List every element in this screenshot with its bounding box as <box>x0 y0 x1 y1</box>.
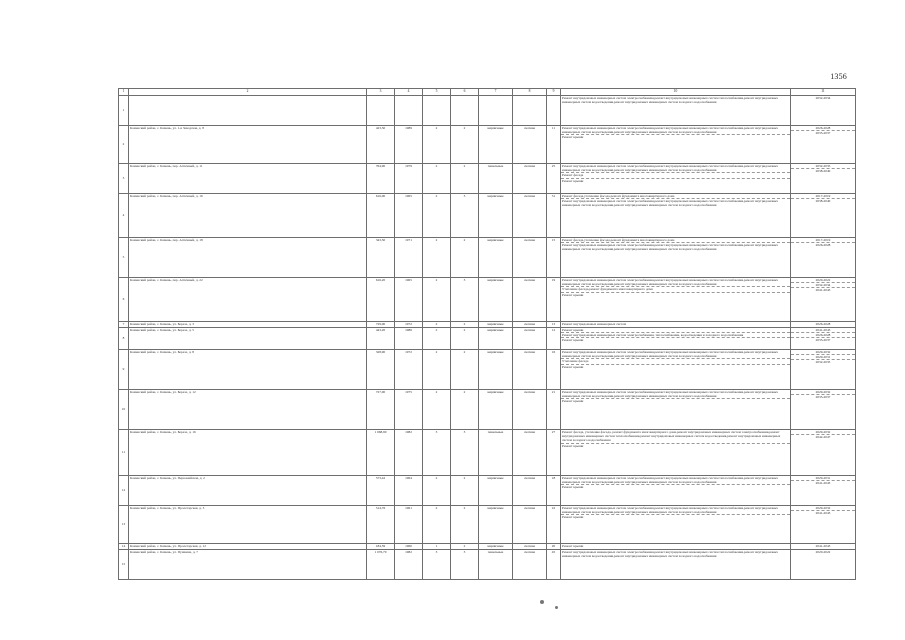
work-item: Ремонт крыши <box>562 292 584 297</box>
cell-entrances: 2 <box>451 322 479 328</box>
cell-year: 1986 <box>395 328 423 350</box>
year-item: 2041-2043 <box>815 511 831 516</box>
cell-year: 1979 <box>395 164 423 194</box>
cell-area: 764,90 <box>367 164 395 194</box>
year-item: 2035-2037 <box>815 131 831 136</box>
cell-area: 514,76 <box>367 506 395 544</box>
cell-roof: скатная <box>513 328 547 350</box>
cell-years <box>791 164 856 194</box>
work-item: Ремонт крыши <box>562 364 584 369</box>
work-item: Ремонт внутридомовых инженерных систем <box>562 322 627 326</box>
cell-roof: скатная <box>513 544 547 550</box>
cell-years <box>791 350 856 390</box>
cell-year: 1965 <box>395 278 423 322</box>
cell-years <box>791 430 856 476</box>
cell-entrances: 2 <box>451 126 479 164</box>
cell-roof: скатная <box>513 350 547 390</box>
year-item: 2026-2028 <box>815 322 831 326</box>
table-row <box>119 194 856 238</box>
cell-wall: панельные <box>479 430 513 476</box>
cell-apts: 25 <box>547 164 561 194</box>
cell-no: 11 <box>119 430 129 476</box>
cell-no: 3 <box>119 164 129 194</box>
cell-area: 343,50 <box>367 238 395 278</box>
cell-apts: 15 <box>547 238 561 278</box>
cell-works <box>561 278 791 322</box>
cell-years <box>791 278 856 322</box>
cell-apts: 45 <box>547 550 561 580</box>
cell-works <box>561 430 791 476</box>
cell-apts: 18 <box>547 476 561 506</box>
header-cell: 2 <box>129 89 367 96</box>
cell-works <box>561 328 791 350</box>
cell-entrances: 2 <box>451 544 479 550</box>
year-item: 2042-2047 <box>815 435 831 440</box>
cell-entrances: 2 <box>451 390 479 430</box>
work-item: Утепление фасада <box>561 359 790 364</box>
cell-address: Каменский район, с. Камень, ул. Пушкина, д. 7 <box>129 550 367 580</box>
header-cell: 4 <box>395 89 423 96</box>
year-item: 2032-2035 <box>791 164 855 169</box>
cell-no: 4 <box>119 194 129 238</box>
work-item: Ремонт внутридомовых инженерных систем электроснабжения,ремонт внутридомовых инженерных систем теплоснабжения,ремонт внутридомовых инженерных систем водоотведения,ремонт внутридомовых инженерных систем холодного водоснабжения <box>562 96 778 105</box>
work-item: Ремонт внутридомовых инженерных систем электроснабжения,ремонт внутридомовых инженерных систем теплоснабжения,ремонт внутридомовых инженерных систем водоотведения,ремонт внутридомовых инженерных систем холодного водоснабжения <box>561 350 790 359</box>
work-item: Ремонт внутридомовых инженерных систем электроснабжения, теплоснабжения, водоотведения и холодного водоснабжения <box>561 333 790 338</box>
cell-apts: 27 <box>547 430 561 476</box>
header-cell: 6 <box>451 89 479 96</box>
table-row <box>119 476 856 506</box>
year-item: 2041-2043 <box>815 288 831 293</box>
header-cell: 8 <box>513 89 547 96</box>
table-row <box>119 278 856 322</box>
cell-year: 1972 <box>395 350 423 390</box>
cell-year: 1965 <box>395 194 423 238</box>
year-item: 2035-2037 <box>815 395 831 400</box>
cell-area: 1 076,70 <box>367 550 395 580</box>
year-item: 2038-2040 <box>815 169 831 174</box>
cell-years <box>791 194 856 238</box>
cell-address: Каменский район, с. Камень, ул. Береза, д. 12 <box>129 390 367 430</box>
table-row <box>119 238 856 278</box>
cell-floors: 1 <box>423 544 451 550</box>
cell-year: 1972 <box>395 322 423 328</box>
cell-address: Каменский район, с. Камень, пер. Аптечный, д. 16 <box>129 194 367 238</box>
cell-floors: 2 <box>423 322 451 328</box>
year-item: 2041-2043 <box>815 481 831 486</box>
cell-wall: панельные <box>479 164 513 194</box>
work-item: Ремонт крыши <box>562 443 584 448</box>
year-item: 2017-2019 <box>791 194 855 199</box>
cell-wall: кирпичные <box>479 390 513 430</box>
cell-works <box>561 550 791 580</box>
work-item: Ремонт крыши <box>562 485 584 490</box>
cell-no: 7 <box>119 322 129 328</box>
table-row <box>119 350 856 390</box>
cell-years <box>791 126 856 164</box>
work-item: Ремонт внутридомовых инженерных систем электроснабжения,ремонт внутридомовых инженерных систем теплоснабжения,ремонт внутридомовых инженерных систем водоотведения,ремонт внутридомовых инженерных систем холодного водоснабжения <box>562 199 778 208</box>
header-cell: 9 <box>547 89 561 96</box>
work-item: Ремонт крыши <box>561 328 790 333</box>
work-item: Ремонт внутридомовых инженерных систем электроснабжения,ремонт внутридомовых инженерных систем теплоснабжения,ремонт внутридомовых инженерных систем водоотведения,ремонт внутридомовых инженерных систем холодного водоснабжения <box>562 550 778 559</box>
cell-no: 15 <box>119 550 129 580</box>
header-cell: 3 <box>367 89 395 96</box>
cell-address: Каменский район, с. Камень, пер. Аптечный, д. 22 <box>129 278 367 322</box>
cell-wall: кирпичные <box>479 278 513 322</box>
cell-floors: 2 <box>423 278 451 322</box>
table-row <box>119 550 856 580</box>
cell-works <box>561 96 791 126</box>
cell-no: 12 <box>119 476 129 506</box>
cell-wall: кирпичные <box>479 544 513 550</box>
cell-floors: 3 <box>423 550 451 580</box>
cell-roof: скатная <box>513 322 547 328</box>
cell-works <box>561 390 791 430</box>
work-item: Ремонт фасада, утепление фасада, ремонт фундамента многоквартирного дома,ремонт внутридомовых инженерных систем электроснабжения,ремонт внутридомовых инженерных систем теплоснабжения,ремонт внутридомовых инженерных систем водоотведения,ремонт внутридомовых инженерных систем холодного водоснабжения <box>561 430 790 444</box>
cell-apts: 19 <box>547 278 561 322</box>
cell-year: 1982 <box>395 430 423 476</box>
cell-entrances: 2 <box>451 506 479 544</box>
cell-entrances: 3 <box>451 278 479 322</box>
cell-roof: скатная <box>513 506 547 544</box>
cell-area: 616,00 <box>367 194 395 238</box>
work-item: Утепление фасада,ремонт фундамента многоквартирного дома <box>561 287 790 292</box>
cell-apts: 12 <box>547 328 561 350</box>
cell-wall: кирпичные <box>479 194 513 238</box>
cell-apts <box>547 96 561 126</box>
cell-years <box>791 96 856 126</box>
cell-year: 1975 <box>395 390 423 430</box>
table-row <box>119 126 856 164</box>
year-item: 2035-2037 <box>815 338 831 343</box>
cell-wall: кирпичные <box>479 238 513 278</box>
year-item: 2017-2019 <box>791 238 855 243</box>
cell-roof: скатная <box>513 238 547 278</box>
year-item: 2026-2028 <box>791 333 855 338</box>
cell-area: 184,59 <box>367 544 395 550</box>
cell-roof: скатная <box>513 390 547 430</box>
cell-floors: 2 <box>423 194 451 238</box>
year-item: 2041-2043 <box>815 544 831 548</box>
cell-no: 2 <box>119 126 129 164</box>
cell-address <box>129 96 367 126</box>
cell-year: 1960 <box>395 544 423 550</box>
work-item: Ремонт внутридомовых инженерных систем электроснабжения,ремонт внутридомовых инженерных систем теплоснабжения,ремонт внутридомовых инженерных систем водоотведения,ремонт внутридомовых инженерных систем холодного водоснабжения <box>561 506 790 515</box>
table-row <box>119 96 856 126</box>
page-number: 1356 <box>830 72 847 81</box>
work-item: Ремонт внутридомовых инженерных систем электроснабжения,ремонт внутридомовых инженерных систем теплоснабжения,ремонт внутридомовых инженерных систем водоотведения,ремонт внутридомовых инженерных систем холодного водоснабжения <box>562 243 778 252</box>
cell-floors: 2 <box>423 506 451 544</box>
cell-wall: кирпичные <box>479 126 513 164</box>
cell-roof: скатная <box>513 278 547 322</box>
cell-area: 1 068,90 <box>367 430 395 476</box>
cell-no: 6 <box>119 278 129 322</box>
cell-no: 9 <box>119 350 129 390</box>
cell-wall: кирпичные <box>479 350 513 390</box>
cell-address: Каменский район, с. Камень, ул. Береза, д. 3 <box>129 322 367 328</box>
cell-no: 1 <box>119 96 129 126</box>
cell-wall: кирпичные <box>479 506 513 544</box>
cell-works <box>561 506 791 544</box>
year-item: 2029-2032 <box>791 430 855 435</box>
cell-address: Каменский район, с. Камень, пер. Аптечный, д. 18 <box>129 238 367 278</box>
cell-entrances: 2 <box>451 328 479 350</box>
cell-roof: скатная <box>513 476 547 506</box>
cell-entrances: 2 <box>451 476 479 506</box>
table-row <box>119 328 856 350</box>
cell-year: 1961 <box>395 506 423 544</box>
cell-area: 573,42 <box>367 476 395 506</box>
cell-no: 5 <box>119 238 129 278</box>
work-item: Ремонт фасада <box>561 173 790 178</box>
cell-apts: 22 <box>547 506 561 544</box>
year-item: 2029-2032 <box>791 506 855 511</box>
table-row <box>119 390 856 430</box>
year-item: 2026-2028 <box>815 243 831 248</box>
cell-no: 8 <box>119 328 129 350</box>
header-cell: 11 <box>791 89 856 96</box>
cell-address: Каменский район, с. Камень, ул. Пролетарская, д. 12 <box>129 544 367 550</box>
work-item: Ремонт крыши <box>562 544 584 548</box>
cell-floors: 2 <box>423 350 451 390</box>
year-item: 2020-2022 <box>791 278 855 283</box>
year-item: 2041-2043 <box>791 328 855 333</box>
cell-floors: 2 <box>423 126 451 164</box>
cell-roof: скатная <box>513 550 547 580</box>
cell-wall <box>479 96 513 126</box>
cell-apts: 16 <box>547 350 561 390</box>
year-item: 2032-2034 <box>791 283 855 288</box>
cell-works <box>561 164 791 194</box>
work-item: Ремонт внутридомовых инженерных систем электроснабжения,ремонт внутридомовых инженерных систем теплоснабжения,ремонт внутридомовых инженерных систем водоотведения,ремонт внутридомовых инженерных систем холодного водоснабжения <box>561 164 790 173</box>
cell-entrances: 2 <box>451 238 479 278</box>
cell-works <box>561 476 791 506</box>
cell-wall: кирпичные <box>479 328 513 350</box>
cell-years <box>791 238 856 278</box>
cell-entrances: 3 <box>451 550 479 580</box>
cell-no: 13 <box>119 506 129 544</box>
year-item: 2026-2028 <box>791 126 855 131</box>
work-item: Ремонт крыши <box>562 515 584 520</box>
repair-schedule-table <box>118 88 856 580</box>
work-item: Ремонт фасада,утепление фасада,ремонт фундамента многоквартирного дома <box>561 238 790 243</box>
cell-address: Каменский район, с. Камень, ул. Береза, д. 8 <box>129 350 367 390</box>
cell-no: 10 <box>119 390 129 430</box>
cell-year <box>395 96 423 126</box>
table-body <box>119 96 856 580</box>
cell-area <box>367 96 395 126</box>
cell-entrances <box>451 96 479 126</box>
cell-year: 1989 <box>395 126 423 164</box>
cell-floors: 2 <box>423 476 451 506</box>
header-cell: 5 <box>423 89 451 96</box>
work-item: Ремонт внутридомовых инженерных систем электроснабжения,ремонт внутридомовых инженерных систем теплоснабжения,ремонт внутридомовых инженерных систем водоотведения,ремонт внутридомовых инженерных систем холодного водоснабжения <box>561 476 790 485</box>
cell-area: 443,20 <box>367 328 395 350</box>
cell-address: Каменский район, с. Камень, ул. Береза, д. 16 <box>129 430 367 476</box>
cell-area: 727,00 <box>367 390 395 430</box>
cell-works <box>561 194 791 238</box>
year-item: 2029-2032 <box>791 350 855 355</box>
cell-year: 1982 <box>395 550 423 580</box>
cell-years <box>791 390 856 430</box>
scan-speck <box>555 606 558 609</box>
cell-area: 423,50 <box>367 126 395 164</box>
cell-roof: скатная <box>513 126 547 164</box>
cell-apts: 20 <box>547 544 561 550</box>
cell-floors: 2 <box>423 328 451 350</box>
work-item: Ремонт внутридомовых инженерных систем электроснабжения,ремонт внутридомовых инженерных систем теплоснабжения,ремонт внутридомовых инженерных систем водоотведения,ремонт внутридомовых инженерных систем холодного водоснабжения <box>561 390 790 399</box>
cell-area: 729,90 <box>367 322 395 328</box>
cell-address: Каменский район, с. Камень, пер. Аптечный, д. 11 <box>129 164 367 194</box>
cell-floors: 2 <box>423 390 451 430</box>
table-row <box>119 430 856 476</box>
scan-speck <box>540 600 544 604</box>
cell-roof: скатная <box>513 430 547 476</box>
cell-year: 1971 <box>395 238 423 278</box>
year-item: 2032-2035 <box>815 360 831 365</box>
work-item: Ремонт внутридомовых инженерных систем электроснабжения,ремонт внутридомовых инженерных систем теплоснабжения,ремонт внутридомовых инженерных систем водоотведения,ремонт внутридомовых инженерных систем холодного водоснабжения <box>561 278 790 287</box>
header-row <box>119 89 856 96</box>
cell-years <box>791 476 856 506</box>
cell-area: 616,20 <box>367 278 395 322</box>
header-cell: 1 <box>119 89 129 96</box>
year-item: 2029-2032 <box>791 390 855 395</box>
cell-entrances: 3 <box>451 430 479 476</box>
cell-apts: 13 <box>547 322 561 328</box>
year-item: 2038-2040 <box>815 199 831 204</box>
cell-area: 328,90 <box>367 350 395 390</box>
cell-years <box>791 506 856 544</box>
table-row <box>119 506 856 544</box>
cell-works <box>561 126 791 164</box>
cell-entrances: 3 <box>451 194 479 238</box>
cell-wall: кирпичные <box>479 322 513 328</box>
header-cell: 7 <box>479 89 513 96</box>
cell-years <box>791 328 856 350</box>
cell-apts: 11 <box>547 126 561 164</box>
work-item: Ремонт крыши <box>562 178 584 183</box>
table-row <box>119 164 856 194</box>
header-cell: 10 <box>561 89 791 96</box>
cell-works <box>561 350 791 390</box>
cell-floors: 2 <box>423 238 451 278</box>
cell-roof: скатная <box>513 164 547 194</box>
cell-floors <box>423 96 451 126</box>
cell-no: 14 <box>119 544 129 550</box>
cell-years <box>791 550 856 580</box>
year-item: 2029-2031 <box>791 476 855 481</box>
cell-address: Каменский район, с. Камень, ул. Первомайская, д. 2 <box>129 476 367 506</box>
work-item: Ремонт крыши <box>562 338 584 343</box>
cell-entrances: 2 <box>451 350 479 390</box>
cell-floors: 2 <box>423 164 451 194</box>
cell-apts: 31 <box>547 194 561 238</box>
cell-year: 1964 <box>395 476 423 506</box>
cell-wall: кирпичные <box>479 476 513 506</box>
cell-wall: панельные <box>479 550 513 580</box>
work-item: Ремонт крыши <box>562 135 584 140</box>
cell-address: Каменский район, с. Камень, ул. Пролетарская, д. 3 <box>129 506 367 544</box>
cell-roof: скатная <box>513 194 547 238</box>
cell-address: Каменский район, с. Камень, ул. Береза, д. 5 <box>129 328 367 350</box>
work-item: Ремонт внутридомовых инженерных систем электроснабжения,ремонт внутридомовых инженерных систем теплоснабжения,ремонт внутридомовых инженерных систем водоотведения,ремонт внутридомовых инженерных систем холодного водоснабжения <box>561 126 790 135</box>
cell-works <box>561 238 791 278</box>
cell-apts: 21 <box>547 390 561 430</box>
cell-floors: 3 <box>423 430 451 476</box>
cell-roof <box>513 96 547 126</box>
year-item: 2032-2034 <box>815 96 831 100</box>
cell-address: Каменский район, с. Камень, ул. 1-я Заводская, д. 8 <box>129 126 367 164</box>
year-item: 2020-2022 <box>815 550 831 554</box>
cell-entrances: 2 <box>451 164 479 194</box>
work-item: Ремонт фасада,утепление фасада,ремонт фундамента многоквартирного дома <box>561 194 790 199</box>
work-item: Ремонт крыши <box>562 399 584 404</box>
year-item: 2029-2031 <box>791 355 855 360</box>
